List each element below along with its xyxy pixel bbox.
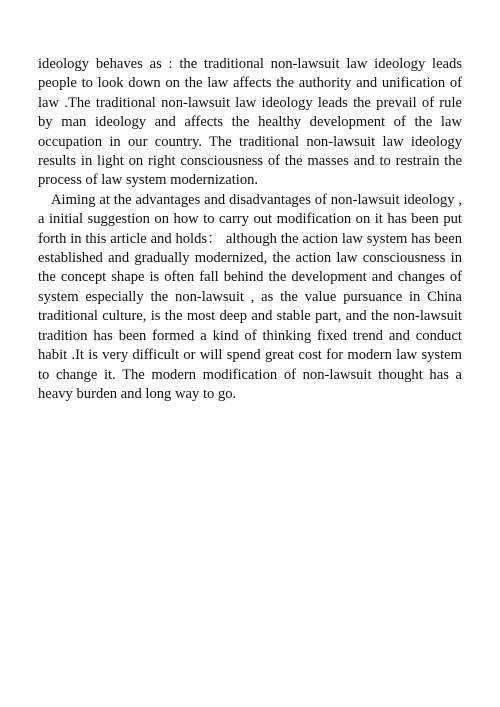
paragraph-2: Aiming at the advantages and disadvantages of non-lawsuit ideology , a initial suggestion on how to carry out modification on it has been put forth in this article and holds： although the action law system has been established and gradually modernized, the action law consciousness in the concept shape is often fall behind the development and changes of system especially the non-lawsuit , as the value pursuance in China traditional culture, is the most deep and stable part, and the non-lawsuit tradition has been formed a kind of thinking fixed trend and conduct habit .It is very difficult or will spend great cost for modern law system to change it. The modern modification of non-lawsuit thought has a heavy burden and long way to go. [38, 191, 462, 402]
paragraph-1: ideology behaves as : the traditional non-lawsuit law ideology leads people to look down on the law affects the authority and unification of law .The traditional non-lawsuit law ideology leads the prevail of rule by man ideology and affects the healthy development of the law occupation in our country. The traditional non-lawsuit law ideology results in light on right consciousness of the masses and to restrain the process of law system modernization. [38, 56, 462, 189]
body-text [38, 55, 462, 404]
